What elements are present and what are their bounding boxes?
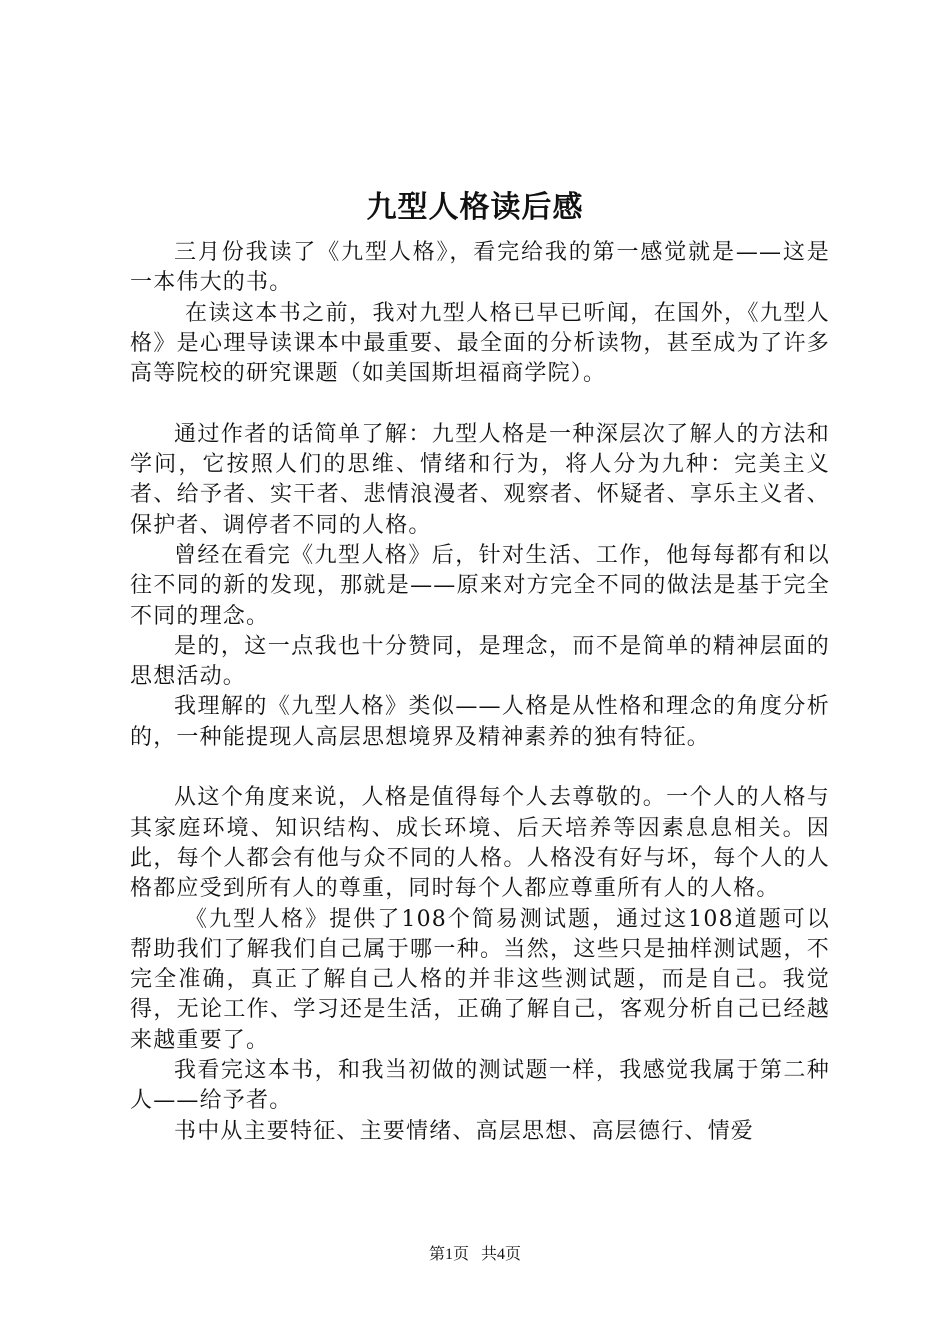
paragraph-2: 在读这本书之前，我对九型人格已早已听闻，在国外，《九型人格》是心理导读课本中最重要、最全面的分析读物，甚至成为了许多高等院校的研究课题（如美国斯坦福商学院）。 xyxy=(130,300,830,387)
page-number: 第1页 xyxy=(428,1246,469,1263)
paragraph-1: 三月份我读了《九型人格》，看完给我的第一感觉就是——这是一本伟大的书。 xyxy=(130,240,830,296)
document-body xyxy=(130,238,830,1147)
paragraph-4: 曾经在看完《九型人格》后，针对生活、工作，他每每都有和以往不同的新的发现，那就是——原来对方完全不同的做法是基于完全不同的理念。 xyxy=(130,542,830,629)
paragraph-5: 是的，这一点我也十分赞同，是理念，而不是简单的精神层面的思想活动。 xyxy=(130,633,830,690)
paragraph-9: 我看完这本书，和我当初做的测试题一样，我感觉我属于第二种人——给予者。 xyxy=(130,1058,830,1114)
paragraph-10: 书中从主要特征、主要情绪、高层思想、高层德行、情爱 xyxy=(174,1118,755,1144)
page-total: 共4页 xyxy=(481,1246,522,1263)
paragraph-3: 通过作者的话简单了解：九型人格是一种深层次了解人的方法和学问，它按照人们的思维、情绪和行为，将人分为九种：完美主义者、给予者、实干者、悲情浪漫者、观察者、怀疑者、享乐主义者、保护者、调停者不同的人格。 xyxy=(130,421,830,538)
paragraph-spacer xyxy=(130,389,830,419)
paragraph-7: 从这个角度来说，人格是值得每个人去尊敬的。一个人的人格与其家庭环境、知识结构、成长环境、后天培养等因素息息相关。因此，每个人都会有他与众不同的人格。人格没有好与坏，每个人的人格都应受到所有人的尊重，同时每个人都应尊重所有人的人格。 xyxy=(130,785,830,902)
page-footer xyxy=(0,1244,950,1266)
paragraph-spacer xyxy=(130,753,830,783)
paragraph-8: 《九型人格》提供了108个简易测试题，通过这108道题可以帮助我们了解我们自己属于哪一种。当然，这些只是抽样测试题，不完全准确，真正了解自己人格的并非这些测试题，而是自己。我觉得，无论工作、学习还是生活，正确了解自己，客观分析自己已经越来越重要了。 xyxy=(130,906,830,1053)
paragraph-6: 我理解的《九型人格》类似——人格是从性格和理念的角度分析的，一种能提现人高层思想境界及精神素养的独有特征。 xyxy=(130,694,830,750)
page-title: 九型人格读后感 xyxy=(366,190,584,225)
